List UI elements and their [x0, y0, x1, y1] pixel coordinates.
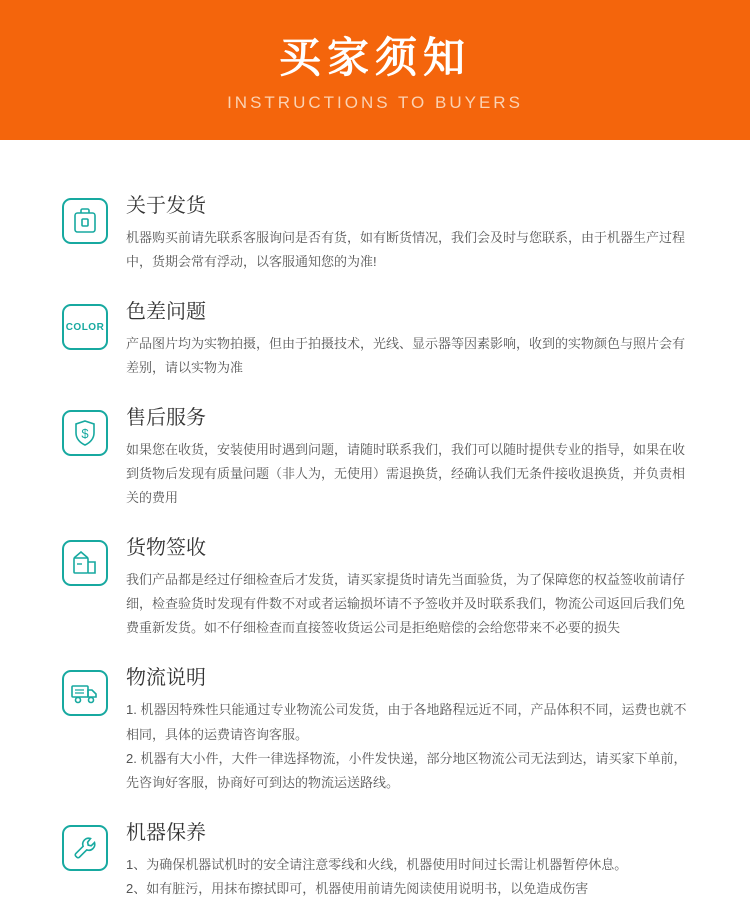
section-text: 机器购买前请先联系客服询问是否有货，如有断货情况，我们会及时与您联系，由于机器生产过程中，货期会常有浮动，以客服通知您的为准!	[126, 230, 686, 270]
page-title: 买家须知	[278, 33, 471, 81]
list-item: 1. 机器因特殊性只能通过专业物流公司发货，由于各地路程远近不同，产品体积不同，运费也就不相同，具体的运费请咨询客服。	[126, 702, 687, 742]
section-text: 产品图片均为实物拍摄，但由于拍摄技术，光线、显示器等因素影响，收到的实物颜色与照片会有差别，请以实物为准	[126, 336, 686, 376]
section-text: 我们产品都是经过仔细检查后才发货，请买家提货时请先当面验货，为了保障您的权益签收前请仔细，检查验货时发现有件数不对或者运输损坏请不予签收并及时联系我们，物流公司返回后我们免费重新发货。如不仔细检查而直接签收货运公司是拒绝赔偿的会给您带来不必要的损失	[126, 572, 686, 636]
color-swatch-icon	[62, 304, 108, 350]
section-list	[126, 698, 688, 794]
section-logistics	[62, 666, 688, 794]
section-title: 色差问题	[126, 301, 206, 324]
list-item: 1、为确保机器试机时的安全请注意零线和火线，机器使用时间过长需让机器暂停休息。	[126, 856, 628, 872]
section-title: 售后服务	[126, 407, 206, 430]
color-icon-label: COLOR	[65, 321, 105, 333]
section-body	[126, 406, 688, 510]
section-body	[126, 536, 688, 640]
delivery-truck-icon	[62, 670, 108, 716]
section-body	[126, 666, 688, 794]
section-title: 机器保养	[126, 821, 206, 844]
section-shipping	[62, 194, 688, 274]
svg-text:$: $	[81, 426, 89, 442]
section-body	[126, 300, 688, 380]
package-box-icon	[62, 198, 108, 244]
page-banner	[0, 0, 750, 140]
list-item: 2、如有脏污，用抹布擦拭即可，机器使用前请先阅读使用说明书，以免造成伤害	[126, 880, 589, 896]
list-item: 2. 机器有大小件，大件一律选择物流，小件发快递，部分地区物流公司无法到达，请买家下单前，先咨询好客服，协商好可到达的物流运送路线。	[126, 750, 687, 790]
section-body	[126, 821, 688, 901]
section-goods-receipt	[62, 536, 688, 640]
section-list	[126, 853, 688, 901]
section-title: 关于发货	[126, 195, 206, 217]
signed-parcel-icon	[62, 540, 108, 586]
section-maintenance	[62, 821, 688, 901]
page-subtitle: INSTRUCTIONS TO BUYERS	[227, 93, 523, 113]
section-title: 货物签收	[126, 537, 206, 560]
section-title: 物流说明	[126, 667, 206, 690]
section-text: 如果您在收货，安装使用时遇到问题，请随时联系我们，我们可以随时提供专业的指导，如果在收到货物后发现有质量问题（非人为，无使用）需退换货，经确认我们无条件接收退换货，并负责相关的费用	[126, 442, 686, 506]
instructions-list	[0, 140, 750, 901]
dollar-shield-icon	[62, 410, 108, 456]
section-color-difference	[62, 300, 688, 380]
wrench-icon	[62, 825, 108, 871]
section-after-sales	[62, 406, 688, 510]
section-body	[126, 194, 688, 274]
